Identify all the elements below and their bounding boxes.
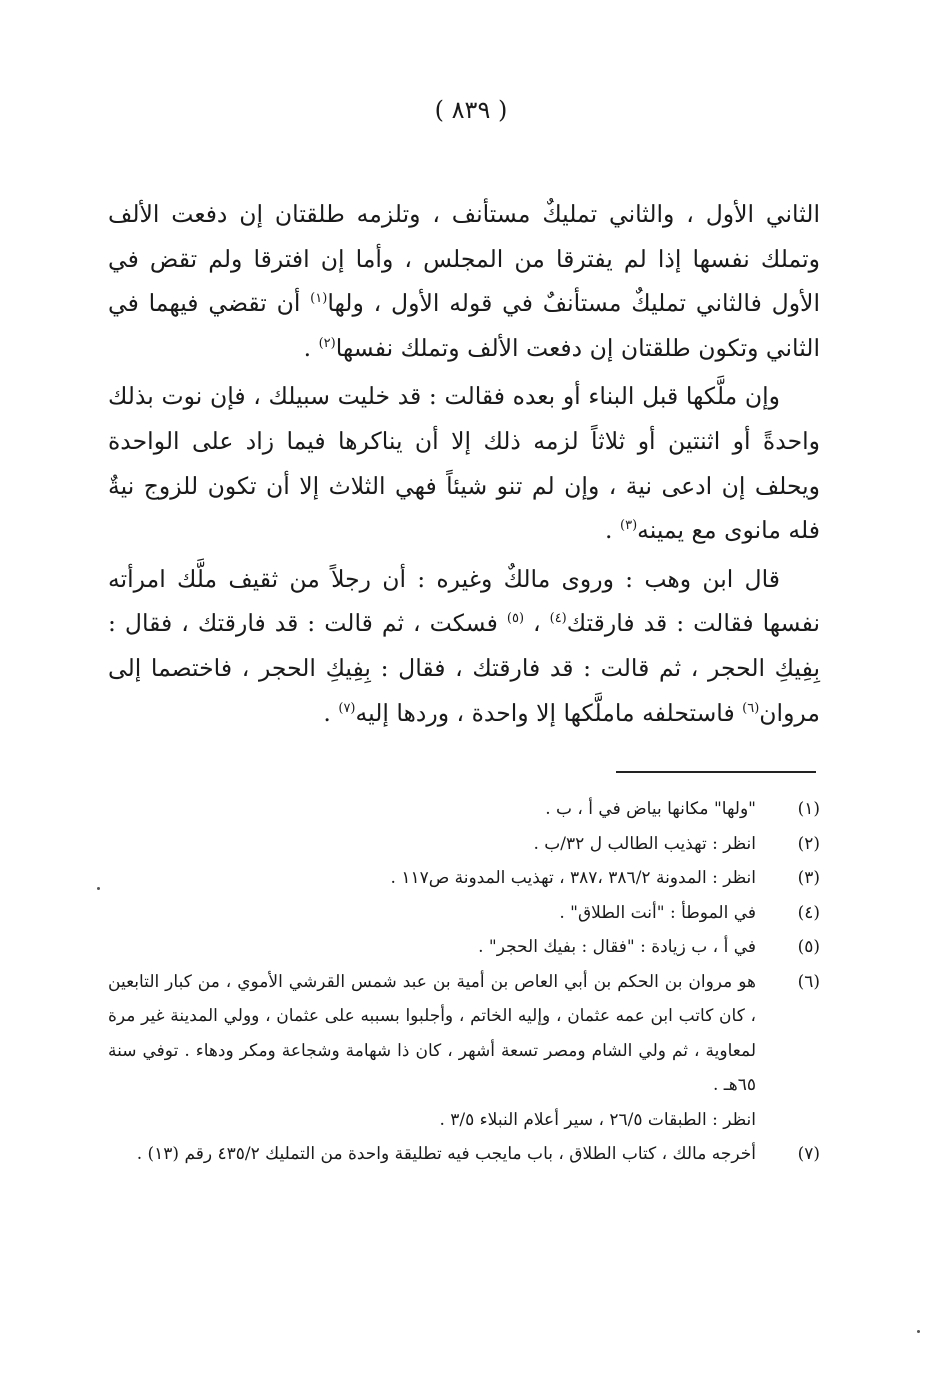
footnote-ref: (١): [310, 291, 328, 307]
footnote: [108, 965, 820, 1103]
footnote-ref: (٧): [338, 700, 356, 716]
scan-speck: [97, 887, 100, 890]
paragraph: [108, 374, 820, 552]
footnote-text: هو مروان بن الحكم بن أبي العاص بن أمية بن عبد شمس القرشي الأموي ، من كبار التابعين ، كان كاتب ابن عمه عثمان ، وإليه الخاتم ، وأجلبوا بسببه على عثمان ، وولي المدينة غير مرة لمعاوية ، ثم ولي الشام ومصر تسعة أشهر ، كان ذا شهامة وشجاعة ومكر ودهاء . توفي سنة ٦٥هـ .: [108, 971, 756, 1095]
scan-speck: [917, 1330, 920, 1333]
footnote-number: (١): [797, 799, 820, 819]
paragraph-text: .: [323, 698, 339, 727]
paragraph-text: ،: [524, 609, 550, 638]
paragraph-text: .: [605, 516, 620, 545]
footnote-text: انظر : تهذيب الطالب ل ٣٢/ب .: [533, 833, 756, 854]
paragraph: [108, 192, 820, 370]
footnote-number: (٢): [797, 833, 820, 854]
footnote-text: في أ ، ب زيادة : "فقال : بفيك الحجر" .: [478, 937, 756, 957]
paragraph: [108, 557, 820, 735]
footnote-ref: (٦): [742, 700, 760, 716]
footnote-text: انظر : المدونة ٣٨٦/٢ ،٣٨٧ ، تهذيب المدونة ص١١٧ .: [390, 868, 756, 888]
footnote-number: (٧): [797, 1144, 820, 1164]
footnote: [108, 861, 820, 896]
footnote-text: في الموطأ : "أنت الطلاق" .: [559, 902, 756, 923]
footnote-number: (٥): [797, 937, 820, 957]
footnote: [108, 930, 820, 965]
paragraph-text: الثاني الأول ، والثاني تمليكٌ مستأنف ، وتلزمه طلقتان إن دفعت الألف وتملك نفسها إذا لم يفترقا من المجلس ، وأما إن افترقا ولم تقض في الأول فالثاني تمليكٌ مستأنفٌ في قوله الأول ، ولها: [108, 200, 820, 318]
footnote-text: انظر : الطبقات ٢٦/٥ ، سير أعلام النبلاء ٣/٥ .: [439, 1109, 756, 1130]
footnote-number: (٦): [797, 971, 820, 992]
footnote-text: "ولها" مكانها بياض في أ ، ب .: [545, 799, 756, 819]
paragraph-text: فاستحلفه ماملَّكها إلا واحدة ، وردها إليه: [355, 698, 743, 727]
footnote-text: أخرجه مالك ، كتاب الطلاق ، باب مايجب فيه تطليقة واحدة من التمليك ٤٣٥/٢ رقم (١٣) .: [136, 1144, 756, 1164]
footnote-number: (٤): [797, 902, 820, 923]
main-text: [108, 192, 820, 735]
footnote: [108, 1137, 820, 1172]
footnote: [108, 1103, 820, 1138]
paragraph-text: قال ابن وهب : وروى مالكٌ وغيره : أن رجلاً من ثقيف ملَّك امرأته نفسها فقالت : قد فارقتك: [108, 564, 821, 638]
footnote-number: (٣): [797, 868, 820, 888]
footnotes: [108, 792, 820, 1172]
footnote: [108, 792, 820, 827]
footnote-ref: (٥): [506, 611, 525, 627]
page-number: ( ٨٣٩ ): [434, 96, 508, 124]
paragraph-text: .: [303, 333, 319, 362]
footnote: [108, 896, 820, 931]
paragraph-text: وإن ملَّكها قبل البناء أو بعده فقالت : قد خليت سبيلك ، فإن نوت بذلك واحدةً أو اثنتين أو ثلاثاً لزمه ذلك إلا أن يناكرها فيما زاد على الواحدة ويحلف إن ادعى نية ، وإن لم تنو شيئاً فهي الثلاث إلا أن تكون للزوج نيةٌ فله مانوى مع يمينه: [108, 382, 820, 545]
paragraph-text: أن تقضي فيهما في الثاني وتكون طلقتان إن دفعت الألف وتملك نفسها: [108, 289, 820, 362]
footnote-ref: (٢): [318, 335, 336, 351]
footnote-ref: (٤): [549, 611, 567, 627]
footnote-ref: (٣): [620, 518, 638, 534]
paragraph-text: فسكت ، ثم قالت : قد فارقتك ، فقال : بِفِيكِ الحجر ، ثم قالت : قد فارقتك ، فقال : بِفِيكِ الحجر ، فاختصما إلى مروان: [108, 609, 820, 727]
footnote-separator: [616, 771, 816, 773]
footnote: [108, 827, 820, 862]
